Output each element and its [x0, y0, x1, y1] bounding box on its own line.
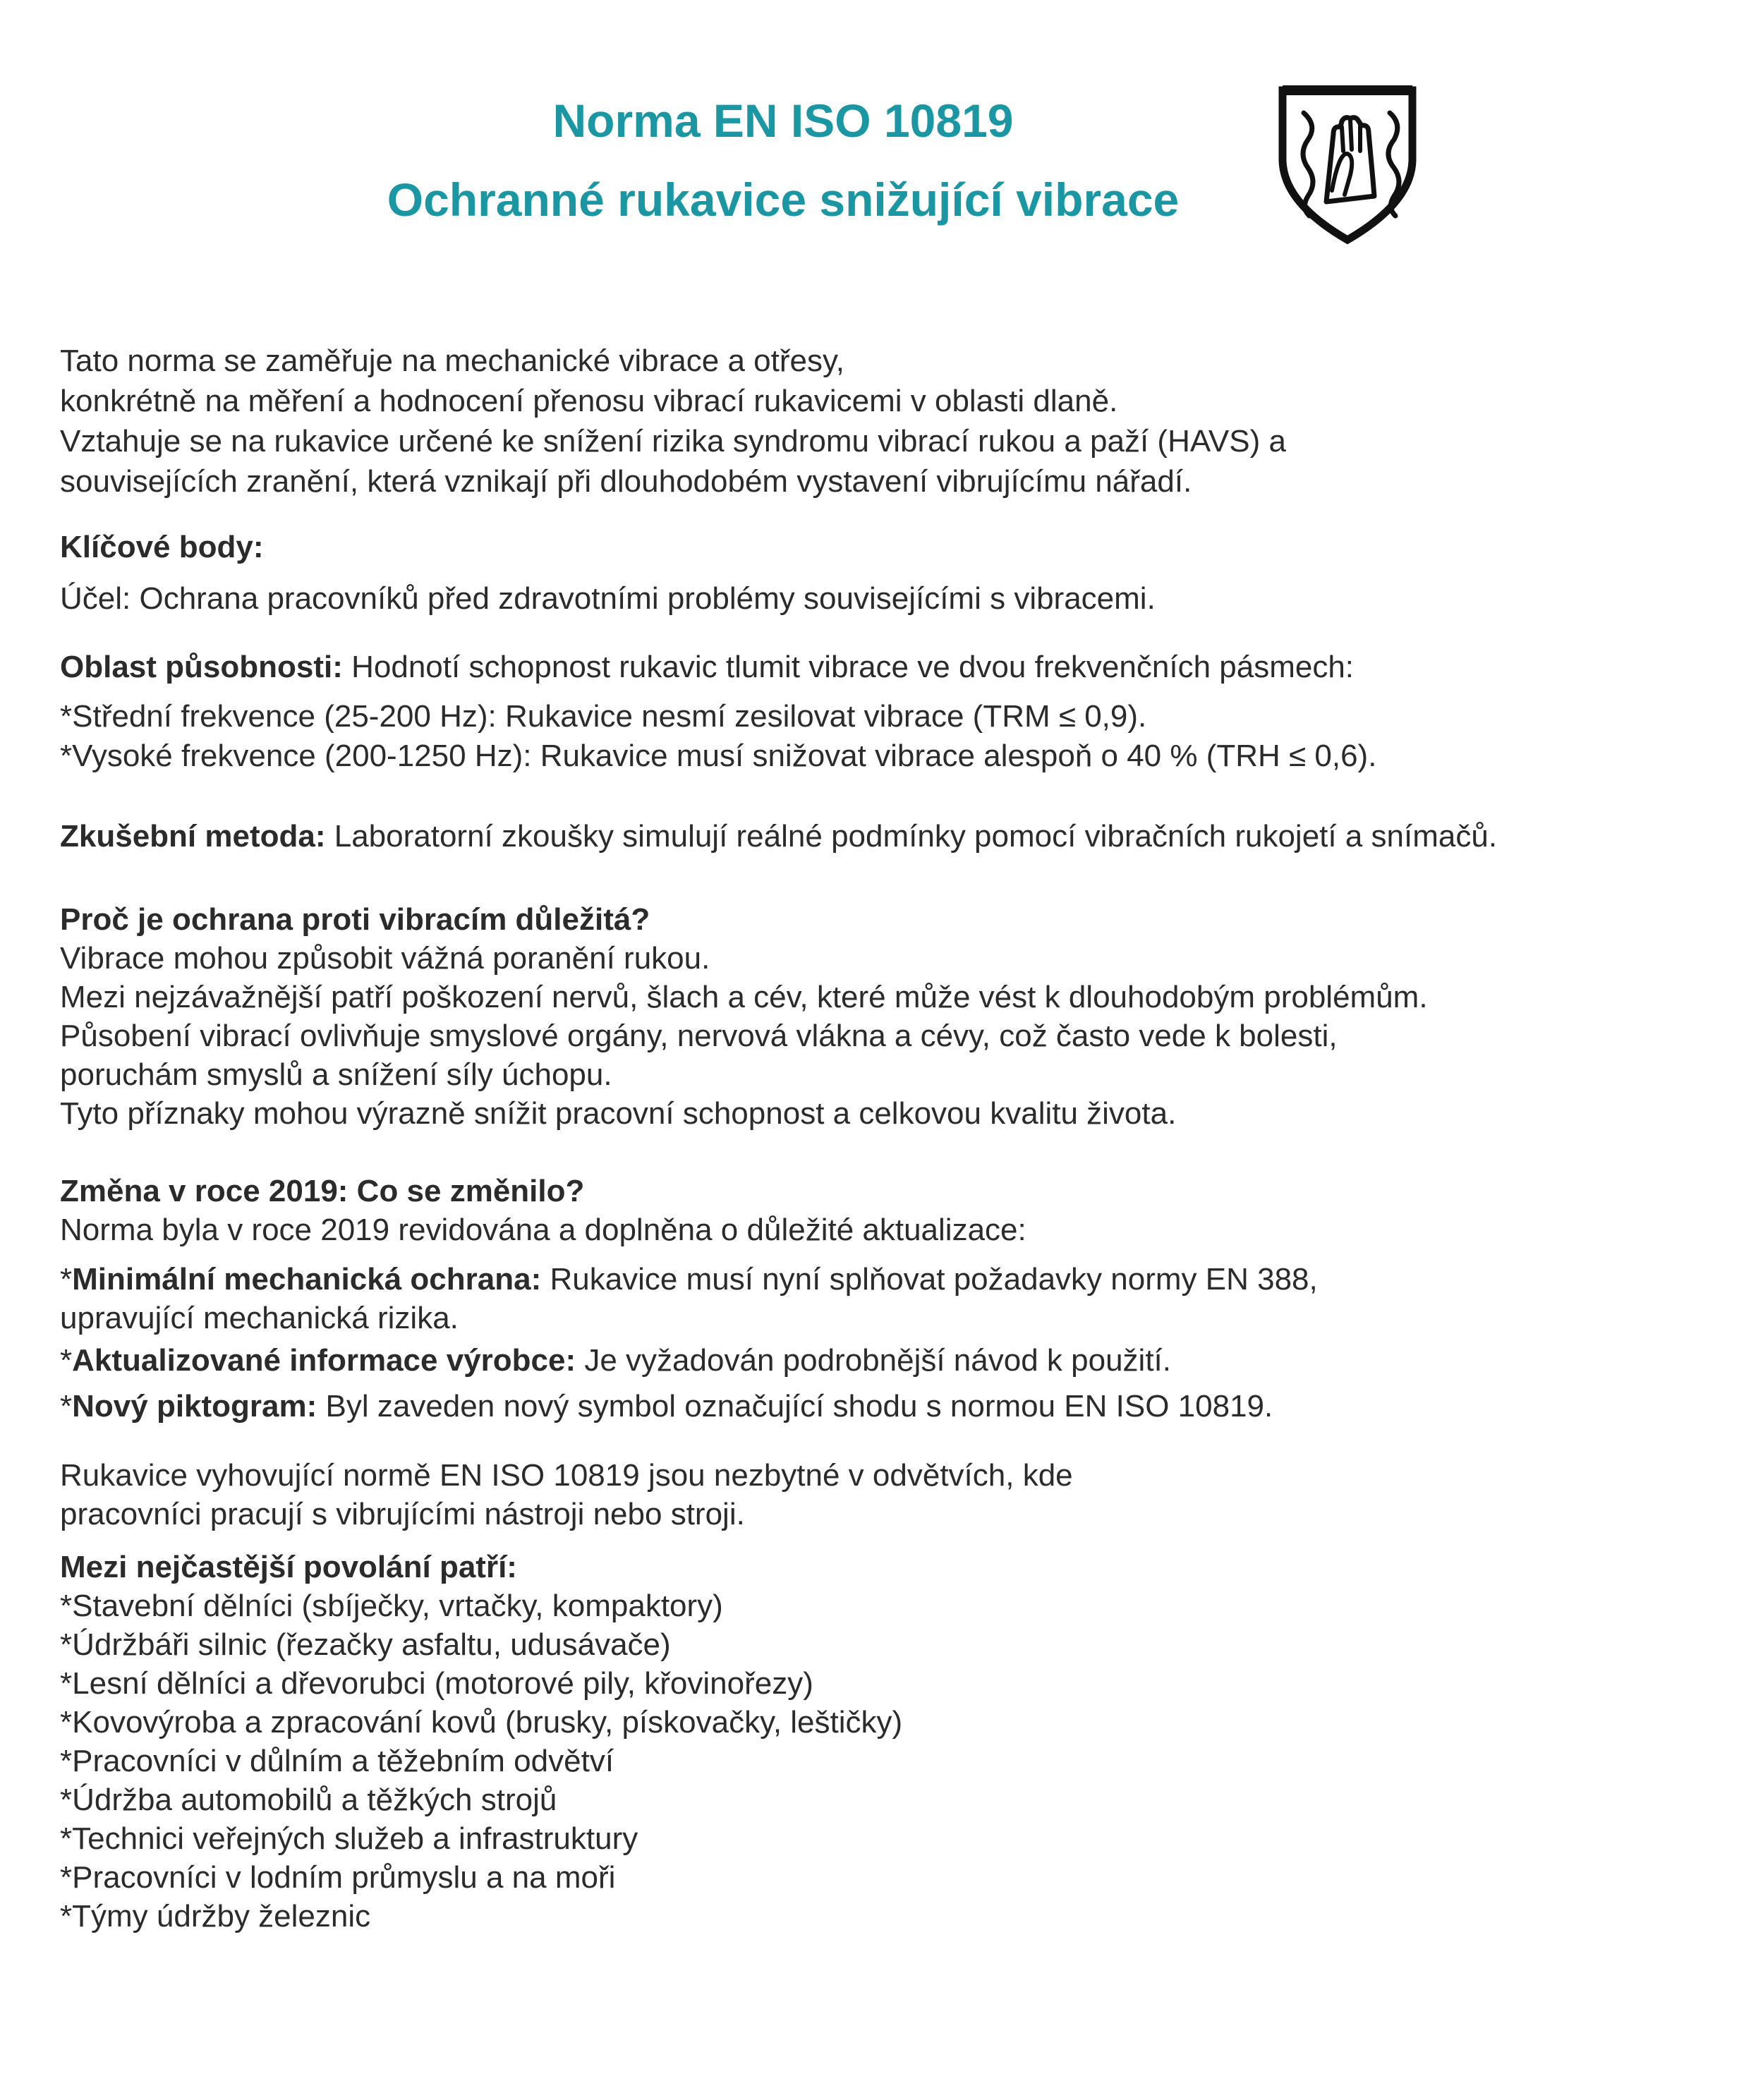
occupation-item: *Údržbáři silnic (řezačky asfaltu, udusávače) — [60, 1627, 671, 1662]
scope-label: Oblast působnosti: — [60, 650, 343, 684]
change-label: Aktualizované informace výrobce: — [72, 1343, 576, 1378]
change-item — [60, 1340, 1171, 1380]
change-text: Byl zaveden nový symbol označující shodu s normou EN ISO 10819. — [317, 1389, 1273, 1424]
importance-line: Působení vibrací ovlivňuje smyslové orgány, nervová vlákna a cévy, což často vede k bolesti, — [60, 1019, 1338, 1053]
method-label: Zkušební metoda: — [60, 819, 326, 854]
vibration-glove-shield-icon — [1277, 83, 1418, 245]
occupation-item: *Technici veřejných služeb a infrastruktury — [60, 1821, 638, 1856]
change-label: Minimální mechanická ochrana: — [72, 1262, 542, 1297]
conclusion-line: pracovníci pracují s vibrujícími nástroji nebo stroji. — [60, 1497, 745, 1531]
method-paragraph — [60, 816, 1497, 856]
scope-paragraph — [60, 647, 1354, 687]
method-text: Laboratorní zkoušky simulují reálné podmínky pomocí vibračních rukojetí a snímačů. — [325, 819, 1498, 854]
change-text: Rukavice musí nyní splňovat požadavky normy EN 388, — [541, 1262, 1318, 1297]
occupation-item: *Týmy údržby železnic — [60, 1899, 371, 1934]
conclusion-line: Rukavice vyhovující normě EN ISO 10819 jsou nezbytné v odvětvích, kde — [60, 1458, 1073, 1493]
purpose-text: Účel: Ochrana pracovníků před zdravotními problémy souvisejícími s vibracemi. — [60, 581, 1156, 616]
occupation-item: *Kovovýroba a zpracování kovů (brusky, pískovačky, leštičky) — [60, 1705, 903, 1740]
scope-item: *Vysoké frekvence (200-1250 Hz): Rukavice musí snižovat vibrace alespoň o 40 % (TRH ≤ 0,6). — [60, 739, 1377, 773]
importance-line: Mezi nejzávažnější patří poškození nervů, šlach a cév, které může vést k dlouhodobým problémům. — [60, 980, 1428, 1014]
bullet-asterisk: * — [60, 1262, 73, 1297]
page-subtitle: Ochranné rukavice snižující vibrace — [387, 174, 1180, 226]
intro-line: souvisejících zranění, která vznikají při dlouhodobém vystavení vibrujícímu nářadí. — [60, 464, 1192, 499]
importance-line: poruchám smyslů a snížení síly úchopu. — [60, 1057, 612, 1092]
occupation-item: *Stavební dělníci (sbíječky, vrtačky, kompaktory) — [60, 1589, 723, 1623]
change-item — [60, 1386, 1273, 1426]
importance-line: Tyto příznaky mohou výrazně snížit pracovní schopnost a celkovou kvalitu života. — [60, 1096, 1177, 1131]
changes-intro: Norma byla v roce 2019 revidována a doplněna o důležité aktualizace: — [60, 1213, 1026, 1247]
bullet-asterisk: * — [60, 1343, 73, 1378]
occupations-heading: Mezi nejčastější povolání patří: — [60, 1550, 517, 1584]
changes-heading: Změna v roce 2019: Co se změnilo? — [60, 1174, 585, 1208]
change-label: Nový piktogram: — [72, 1389, 317, 1424]
occupation-item: *Pracovníci v lodním průmyslu a na moři — [60, 1860, 616, 1895]
scope-text: Hodnotí schopnost rukavic tlumit vibrace ve dvou frekvenčních pásmech: — [342, 650, 1355, 684]
occupation-item: *Údržba automobilů a těžkých strojů — [60, 1783, 557, 1817]
change-item — [60, 1259, 1318, 1299]
importance-line: Vibrace mohou způsobit vážná poranění rukou. — [60, 941, 710, 976]
scope-item: *Střední frekvence (25-200 Hz): Rukavice nesmí zesilovat vibrace (TRM ≤ 0,9). — [60, 699, 1147, 734]
occupation-item: *Pracovníci v důlním a těžebním odvětví — [60, 1744, 614, 1778]
intro-line: konkrétně na měření a hodnocení přenosu vibrací rukavicemi v oblasti dlaně. — [60, 384, 1118, 418]
page-title: Norma EN ISO 10819 — [552, 95, 1014, 147]
occupation-item: *Lesní dělníci a dřevorubci (motorové pily, křovinořezy) — [60, 1666, 813, 1701]
importance-heading: Proč je ochrana proti vibracím důležitá? — [60, 902, 650, 937]
key-points-heading: Klíčové body: — [60, 530, 264, 564]
change-text: Je vyžadován podrobnější návod k použití. — [576, 1343, 1172, 1378]
bullet-asterisk: * — [60, 1389, 73, 1424]
intro-line: Tato norma se zaměřuje na mechanické vibrace a otřesy, — [60, 344, 844, 378]
change-item-continuation: upravující mechanická rizika. — [60, 1301, 459, 1335]
intro-line: Vztahuje se na rukavice určené ke snížení rizika syndromu vibrací rukou a paží (HAVS) a — [60, 424, 1286, 459]
